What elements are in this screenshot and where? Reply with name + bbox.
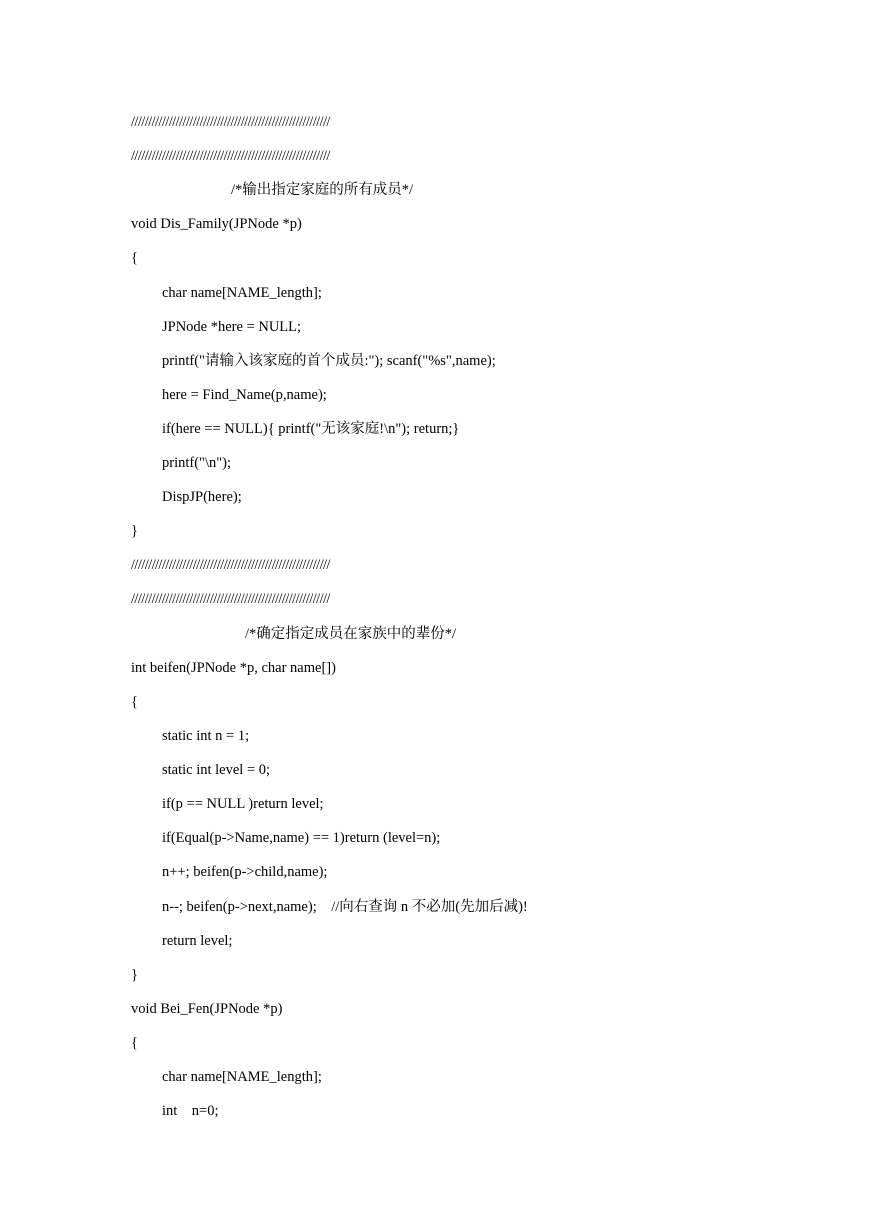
code-line: static int level = 0; — [162, 762, 271, 778]
section-comment: /*输出指定家庭的所有成员*/ — [231, 182, 414, 198]
code-line: n++; beifen(p->child,name); — [162, 864, 328, 880]
code-line: printf("请输入该家庭的首个成员:"); scanf("%s",name); — [162, 353, 496, 369]
separator-line: ////////////////////////////////////////////////////////// — [131, 114, 330, 130]
code-line: { — [131, 694, 138, 710]
code-line: DispJP(here); — [162, 489, 242, 505]
code-line: JPNode *here = NULL; — [162, 319, 302, 335]
separator-line: ////////////////////////////////////////////////////////// — [131, 591, 330, 607]
code-line: { — [131, 1035, 138, 1051]
code-line: void Bei_Fen(JPNode *p) — [131, 1001, 283, 1017]
separator-line: ////////////////////////////////////////////////////////// — [131, 148, 330, 164]
code-line: here = Find_Name(p,name); — [162, 387, 327, 403]
code-line: { — [131, 250, 138, 266]
code-line: static int n = 1; — [162, 728, 250, 744]
section-comment: /*确定指定成员在家族中的辈份*/ — [245, 626, 457, 642]
code-line: n--; beifen(p->next,name); //向右查询 n 不必加(先加后减)! — [162, 899, 528, 915]
code-line: char name[NAME_length]; — [162, 285, 322, 301]
code-line: if(Equal(p->Name,name) == 1)return (level=n); — [162, 830, 441, 846]
code-line: int n=0; — [162, 1103, 219, 1119]
code-line: printf("\n"); — [162, 455, 232, 471]
separator-line: ////////////////////////////////////////////////////////// — [131, 557, 330, 573]
code-line: char name[NAME_length]; — [162, 1069, 322, 1085]
code-line: } — [131, 523, 138, 539]
code-line: return level; — [162, 933, 233, 949]
code-line: void Dis_Family(JPNode *p) — [131, 216, 302, 232]
code-line: if(here == NULL){ printf("无该家庭!\n"); return;} — [162, 421, 460, 437]
code-line: int beifen(JPNode *p, char name[]) — [131, 660, 336, 676]
code-line: if(p == NULL )return level; — [162, 796, 324, 812]
code-line: } — [131, 967, 138, 983]
